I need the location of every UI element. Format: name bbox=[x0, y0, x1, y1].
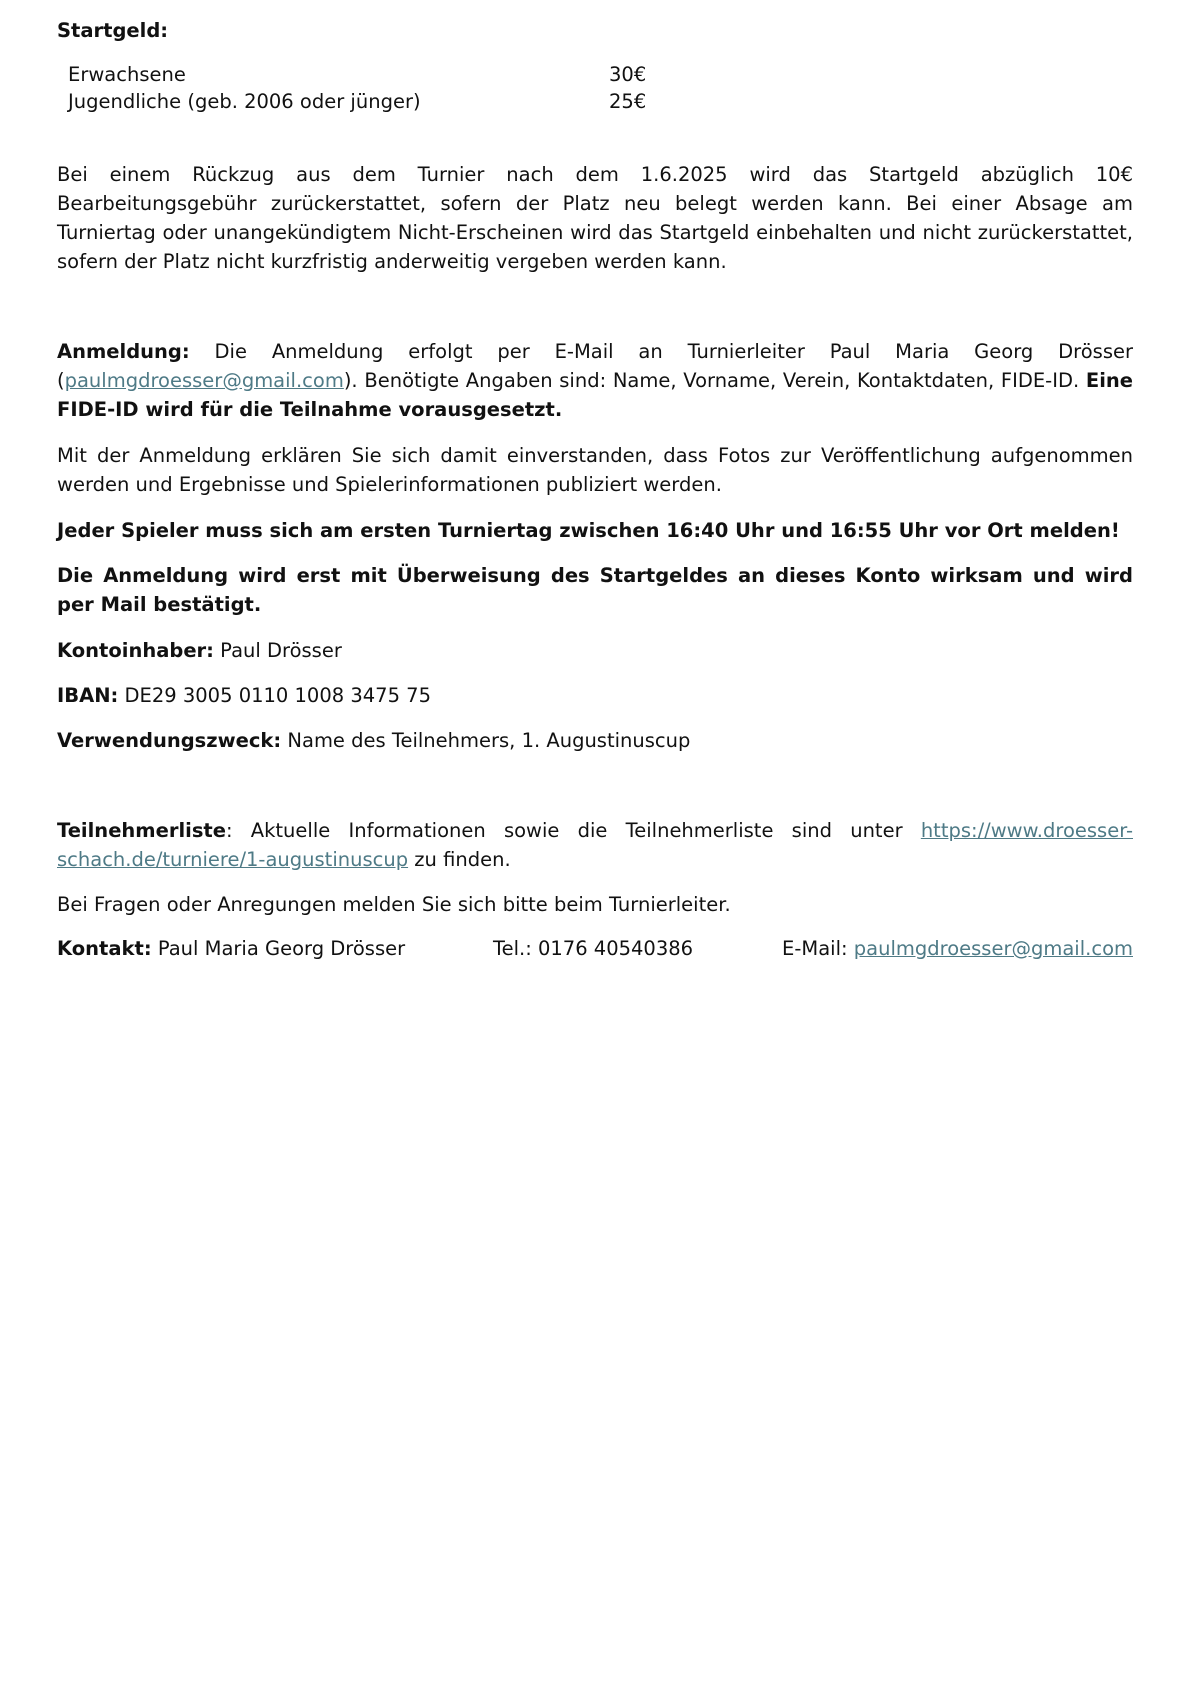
registration-paragraph bbox=[57, 337, 1133, 424]
refund-paragraph: Bei einem Rückzug aus dem Turnier nach dem 1.6.2025 wird das Startgeld abzüglich 10€ Bearbeitungsgebühr zurückerstattet, sofern der Platz neu belegt werden kann. Bei einer Absage am Turniertag oder unangekündigtem Nicht-Erscheinen wird das Startgeld einbehalten und nicht zurückerstattet, sofern der Platz nicht kurzfristig anderweitig vergeben werden kann. bbox=[57, 163, 1133, 273]
contact-label: Kontakt: bbox=[57, 937, 152, 960]
payment-notice: Die Anmeldung wird erst mit Überweisung des Startgeldes an dieses Konto wirksam und wird per Mail bestätigt. bbox=[57, 564, 1133, 616]
contact-email-link[interactable]: paulmgdroesser@gmail.com bbox=[853, 937, 1133, 960]
contact-name bbox=[57, 934, 405, 963]
contact-name-value: Paul Maria Georg Drösser bbox=[151, 937, 406, 960]
iban-value: DE29 3005 0110 1008 3475 75 bbox=[118, 684, 431, 707]
contact-phone: Tel.: 0176 40540386 bbox=[493, 937, 694, 960]
registration-text-after: ). Benötigte Angaben sind: Name, Vorname, Verein, Kontaktdaten, FIDE-ID. bbox=[343, 369, 1086, 392]
registration-email-link[interactable]: paulmgdroesser@gmail.com bbox=[64, 369, 344, 392]
questions-paragraph: Bei Fragen oder Anregungen melden Sie sich bitte beim Turnierleiter. bbox=[57, 893, 731, 916]
iban-label: IBAN: bbox=[57, 684, 119, 707]
payment-purpose bbox=[57, 726, 1133, 755]
fide-requirement: Eine FIDE-ID wird für die Teilnahme vorausgesetzt. bbox=[57, 369, 1133, 421]
fee-value: 30€ bbox=[609, 63, 647, 86]
contact-email bbox=[782, 934, 1133, 963]
payment-purpose-label: Verwendungszweck: bbox=[57, 729, 282, 752]
fee-row-youth bbox=[68, 88, 646, 115]
payment-purpose-value: Name des Teilnehmers, 1. Augustinuscup bbox=[281, 729, 691, 752]
participants-label: Teilnehmerliste bbox=[57, 819, 226, 842]
fee-label: Erwachsene bbox=[68, 63, 186, 86]
startgeld-heading: Startgeld: bbox=[57, 19, 169, 42]
contact-line bbox=[57, 934, 1133, 963]
contact-email-label: E-Mail: bbox=[782, 937, 854, 960]
consent-paragraph: Mit der Anmeldung erklären Sie sich damit einverstanden, dass Fotos zur Veröffentlichung aufgenommen werden und Ergebnisse und Spielerinformationen publiziert werden. bbox=[57, 444, 1133, 496]
registration-text: Die Anmeldung erfolgt per E-Mail an Turnierleiter Paul Maria Georg Drösser ( bbox=[57, 340, 1133, 392]
participants-text: : Aktuelle Informationen sowie die Teilnehmerliste sind unter bbox=[225, 819, 921, 842]
account-holder-value: Paul Drösser bbox=[213, 639, 342, 662]
participants-text-after: zu finden. bbox=[408, 848, 511, 871]
participants-paragraph bbox=[57, 816, 1133, 874]
fee-label: Jugendliche (geb. 2006 oder jünger) bbox=[68, 90, 421, 113]
participants-url-link[interactable]: https://www.droesser-schach.de/turniere/1-augustinuscup bbox=[57, 819, 1133, 871]
fee-value: 25€ bbox=[609, 90, 647, 113]
registration-label: Anmeldung: bbox=[57, 340, 190, 363]
checkin-notice: Jeder Spieler muss sich am ersten Turniertag zwischen 16:40 Uhr und 16:55 Uhr vor Ort melden! bbox=[57, 519, 1120, 542]
account-holder bbox=[57, 636, 1133, 665]
iban bbox=[57, 681, 1133, 710]
fee-table bbox=[68, 61, 646, 115]
account-holder-label: Kontoinhaber: bbox=[57, 639, 214, 662]
fee-row-adults bbox=[68, 61, 646, 88]
